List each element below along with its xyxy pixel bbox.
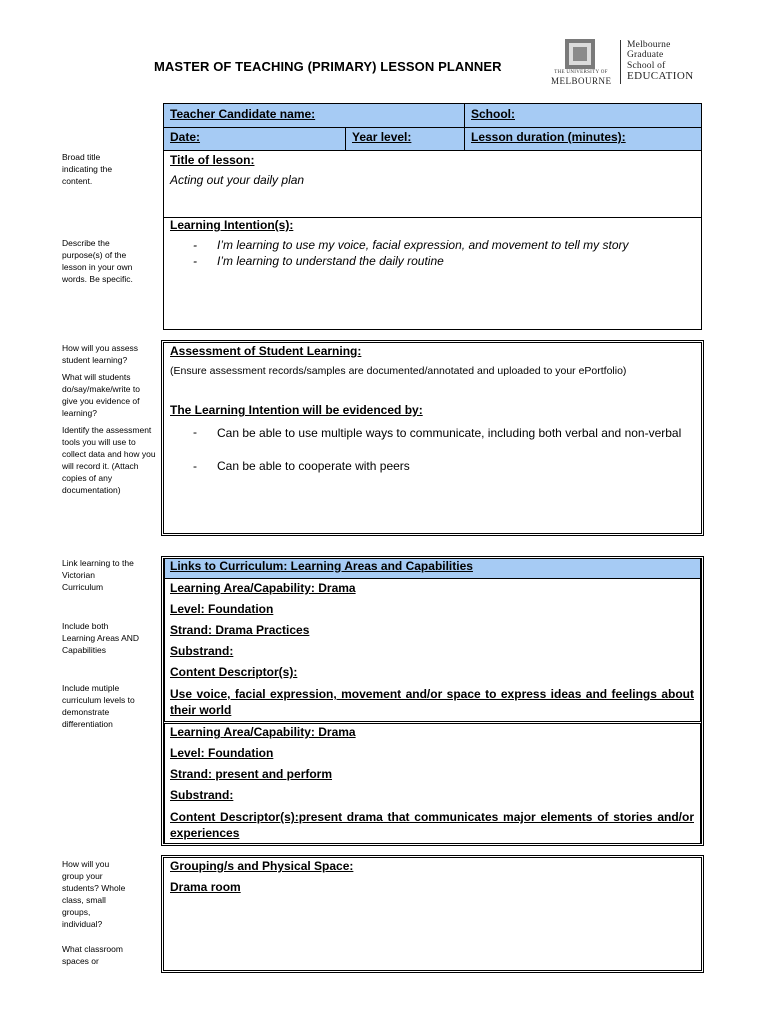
curriculum-header	[164, 558, 701, 579]
note-assess-3: Identify the assessment tools you will use to collect data and how you will record it. (Attach copies of any documentation)	[62, 425, 156, 495]
note-classroom-spaces: What classroom spaces or	[62, 944, 123, 966]
university-logo	[551, 39, 611, 87]
assessment-note: (Ensure assessment records/samples are documented/annotated and uploaded to your ePortfolio)	[170, 365, 627, 377]
note-learning-areas: Include both Learning Areas AND Capabilities	[62, 621, 140, 655]
teacher-name-label: Teacher Candidate name:	[170, 107, 316, 121]
grouping-value[interactable]: Drama room	[170, 880, 241, 894]
content-descriptor: Use voice, facial expression, movement and/or space to express ideas and feelings about their world	[170, 687, 694, 717]
assessment-section	[161, 340, 704, 536]
school-cell[interactable]	[464, 103, 702, 128]
evidence-text: Can be able to cooperate with peers	[217, 459, 410, 473]
evidence-item	[193, 459, 693, 475]
lesson-title-value[interactable]: Acting out your daily plan	[170, 173, 305, 187]
curriculum-block-1	[164, 578, 701, 722]
grouping-section	[161, 855, 704, 973]
strand: Strand: Drama Practices	[170, 623, 310, 637]
learning-area: Learning Area/Capability: Drama	[170, 581, 356, 595]
crest-icon	[565, 39, 595, 69]
learning-area: Learning Area/Capability: Drama	[170, 725, 356, 739]
substrand: Substrand:	[170, 788, 234, 802]
learning-intention-item	[193, 254, 683, 270]
bullet-dash: -	[193, 425, 197, 439]
date-cell[interactable]	[163, 127, 346, 151]
school-logo-line: School of	[627, 60, 666, 71]
evidence-label: The Learning Intention will be evidenced by:	[170, 403, 423, 417]
year-level-label: Year level:	[352, 130, 412, 144]
school-logo-line: EDUCATION	[627, 69, 694, 82]
bullet-dash: -	[193, 459, 197, 473]
school-logo-line: Melbourne	[627, 40, 671, 50]
assessment-label: Assessment of Student Learning:	[170, 344, 362, 358]
bullet-dash: -	[193, 238, 197, 252]
note-differentiation: Include mutiple curriculum levels to demonstrate differentiation	[62, 683, 135, 729]
lesson-duration-cell[interactable]	[464, 127, 702, 151]
lesson-title-section	[163, 150, 702, 218]
note-describe: Describe the purpose(s) of the lesson in your own words. Be specific.	[62, 238, 133, 284]
content-descriptor: Content Descriptor(s):present drama that communicates major elements of stories and/or experiences	[170, 810, 694, 840]
note-link-curriculum: Link learning to the Victorian Curriculum	[62, 558, 134, 592]
note-broad-title: Broad title indicating the content.	[62, 152, 113, 186]
learning-intention-item	[193, 238, 683, 254]
year-level-cell[interactable]	[345, 127, 465, 151]
level: Level: Foundation	[170, 602, 274, 616]
content-descriptor-label: Content Descriptor(s):	[170, 665, 298, 679]
lesson-title-label: Title of lesson:	[170, 153, 255, 167]
note-assess-1: How will you assess student learning?	[62, 343, 139, 365]
evidence-item	[193, 425, 693, 459]
learning-intentions-section	[163, 217, 702, 330]
school-logo	[627, 40, 694, 81]
strand: Strand: present and perform	[170, 767, 333, 781]
curriculum-header-label: Links to Curriculum: Learning Areas and Capabilities	[170, 559, 473, 573]
level: Level: Foundation	[170, 746, 274, 760]
learning-intentions-label: Learning Intention(s):	[170, 218, 294, 232]
evidence-text: Can be able to use multiple ways to communicate, including both verbal and non-verbal	[217, 426, 682, 440]
note-assess-2: What will students do/say/make/write to give you evidence of learning?	[62, 372, 140, 418]
logo-divider	[620, 40, 621, 84]
page-title: MASTER OF TEACHING (PRIMARY) LESSON PLANNER	[154, 59, 502, 74]
teacher-name-cell[interactable]	[163, 103, 465, 128]
substrand: Substrand:	[170, 644, 234, 658]
learning-intention-text: I’m learning to use my voice, facial expression, and movement to tell my story	[217, 238, 629, 252]
uni-logo-line2: MELBOURNE	[551, 76, 612, 86]
learning-intention-text: I’m learning to understand the daily routine	[217, 254, 444, 268]
grouping-label: Grouping/s and Physical Space:	[170, 859, 354, 873]
lesson-duration-label: Lesson duration (minutes):	[471, 130, 626, 144]
school-label: School:	[471, 107, 515, 121]
school-logo-line: Graduate	[627, 50, 664, 61]
curriculum-block-2	[164, 723, 701, 844]
note-grouping: How will you group your students? Whole class, small groups, individual?	[62, 859, 126, 929]
uni-logo-line1: THE UNIVERSITY OF	[554, 70, 608, 75]
date-label: Date:	[170, 130, 201, 144]
bullet-dash: -	[193, 254, 197, 268]
